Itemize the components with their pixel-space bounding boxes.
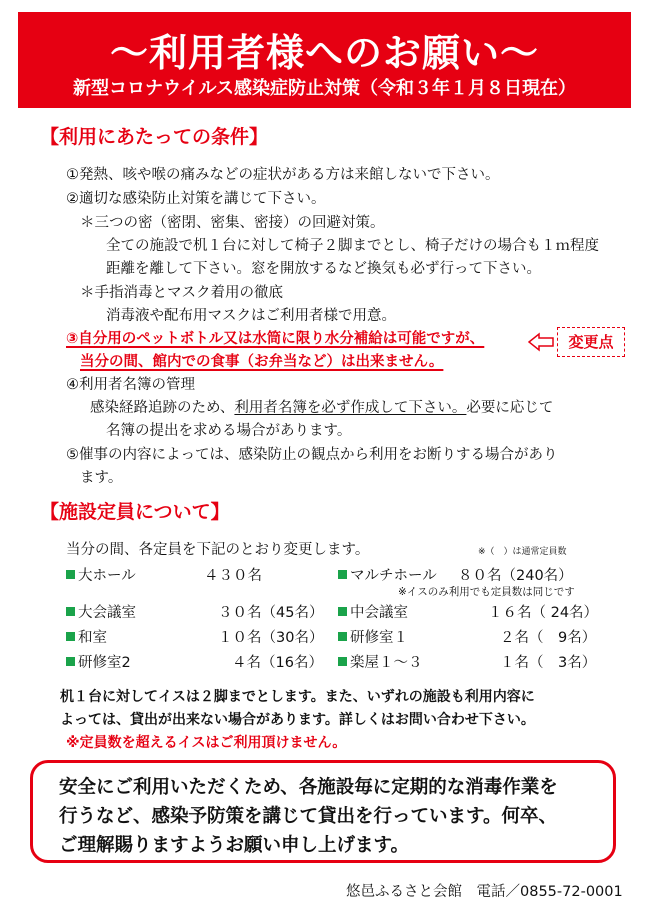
bullet-square-icon bbox=[66, 607, 75, 616]
room-capacity: １０名（30名） bbox=[218, 630, 324, 646]
condition-item-1: ①発熱、咳や喉の痛みなどの症状がある方は来館しないで下さい。 bbox=[66, 167, 500, 183]
condition-item-4-text-2: 名簿の提出を求める場合があります。 bbox=[106, 423, 352, 439]
condition-item-3-line-2: 当分の間、館内での食事（お弁当など）は出来ません。 bbox=[80, 354, 444, 370]
room-capacity: ３０名（45名） bbox=[218, 605, 324, 621]
safety-message-line-2: 行うなど、感染予防策を講じて貸出を行っています。何卒、 bbox=[59, 806, 558, 827]
header-banner bbox=[18, 12, 631, 108]
room-capacity: １６名（ 24名） bbox=[488, 605, 599, 621]
condition-item-4-text-underlined: 利用者名簿を必ず作成して下さい。 bbox=[234, 400, 467, 416]
capacity-heading: 【施設定員について】 bbox=[40, 501, 230, 523]
condition-item-2-sub-1: ＊三つの密（密閉、密集、密接）の回避対策。 bbox=[80, 215, 385, 231]
condition-item-4: ④利用者名簿の管理 bbox=[66, 377, 195, 393]
desk-note-line-2: よっては、貸出が出来ない場合があります。詳しくはお問い合わせ下さい。 bbox=[60, 712, 535, 728]
safety-message-box bbox=[30, 760, 616, 863]
bullet-square-icon bbox=[338, 607, 347, 616]
condition-item-3-line-1: ③自分用のペットボトル又は水筒に限り水分補給は可能ですが、 bbox=[66, 331, 485, 347]
safety-message-line-3: ご理解賜りますようお願い申し上げます。 bbox=[59, 835, 410, 856]
conditions-heading: 【利用にあたっての条件】 bbox=[40, 126, 269, 148]
capacity-chair-note: ※イスのみ利用でも定員数は同じです bbox=[398, 586, 575, 598]
condition-item-2-sub-2-text: 消毒液や配布用マスクはご利用者様で用意。 bbox=[106, 308, 396, 324]
footer-contact: 悠邑ふるさと会館 電話／0855-72-0001 bbox=[346, 884, 623, 900]
room-capacity: ４３０名 bbox=[204, 568, 262, 584]
room-capacity: ２名（ 9名） bbox=[500, 630, 597, 646]
condition-item-5-line-1: ⑤催事の内容によっては、感染防止の観点から利用をお断りする場合があり bbox=[66, 447, 558, 463]
condition-item-4-text-pre: 感染経路追跡のため、 bbox=[90, 400, 235, 416]
page-title: 〜利用者様へのお願い〜 bbox=[109, 31, 539, 75]
room-name: 大会議室 bbox=[66, 601, 136, 622]
capacity-intro: 当分の間、各定員を下記のとおり変更します。 bbox=[66, 542, 370, 558]
change-point-label: 変更点 bbox=[557, 327, 625, 357]
room-name: 楽屋１〜３ bbox=[338, 651, 423, 672]
condition-item-4-text-post: 必要に応じて bbox=[466, 400, 554, 416]
bullet-square-icon bbox=[66, 657, 75, 666]
condition-item-2-sub-1-text-1: 全ての施設で机１台に対して椅子２脚までとし、椅子だけの場合も１ｍ程度 bbox=[106, 238, 599, 254]
room-name: 和室 bbox=[66, 626, 107, 647]
capacity-normal-note: ※（ ）は通常定員数 bbox=[478, 547, 567, 557]
bullet-square-icon bbox=[66, 570, 75, 579]
condition-item-4-text bbox=[90, 396, 553, 417]
condition-item-2: ②適切な感染防止対策を講じて下さい。 bbox=[66, 191, 326, 207]
bullet-square-icon bbox=[338, 632, 347, 641]
room-name: 研修室2 bbox=[66, 651, 131, 672]
room-name: 研修室１ bbox=[338, 626, 408, 647]
room-name: マルチホール bbox=[338, 564, 437, 585]
chair-limit-note: ※定員数を超えるイスはご利用頂けません。 bbox=[66, 735, 347, 751]
room-name: 中会議室 bbox=[338, 601, 408, 622]
safety-message-line-1: 安全にご利用いただくため、各施設毎に定期的な消毒作業を bbox=[59, 777, 558, 798]
desk-note-line-1: 机１台に対してイスは２脚までとします。また、いずれの施設も利用内容に bbox=[60, 689, 535, 705]
bullet-square-icon bbox=[338, 657, 347, 666]
condition-item-2-sub-2: ＊手指消毒とマスク着用の徹底 bbox=[80, 285, 283, 301]
bullet-square-icon bbox=[338, 570, 347, 579]
condition-item-2-sub-1-text-2: 距離を離して下さい。窓を開放するなど換気も必ず行って下さい。 bbox=[106, 261, 541, 277]
page-subtitle: 新型コロナウイルス感染症防止対策（令和３年１月８日現在） bbox=[73, 78, 576, 99]
room-capacity: ８０名（240名） bbox=[458, 568, 573, 584]
condition-item-5-line-2: ます。 bbox=[80, 470, 123, 486]
bullet-square-icon bbox=[66, 632, 75, 641]
room-name: 大ホール bbox=[66, 564, 136, 585]
arrow-left-icon bbox=[528, 332, 554, 352]
room-capacity: １名（ 3名） bbox=[500, 655, 597, 671]
room-capacity: ４名（16名） bbox=[232, 655, 323, 671]
